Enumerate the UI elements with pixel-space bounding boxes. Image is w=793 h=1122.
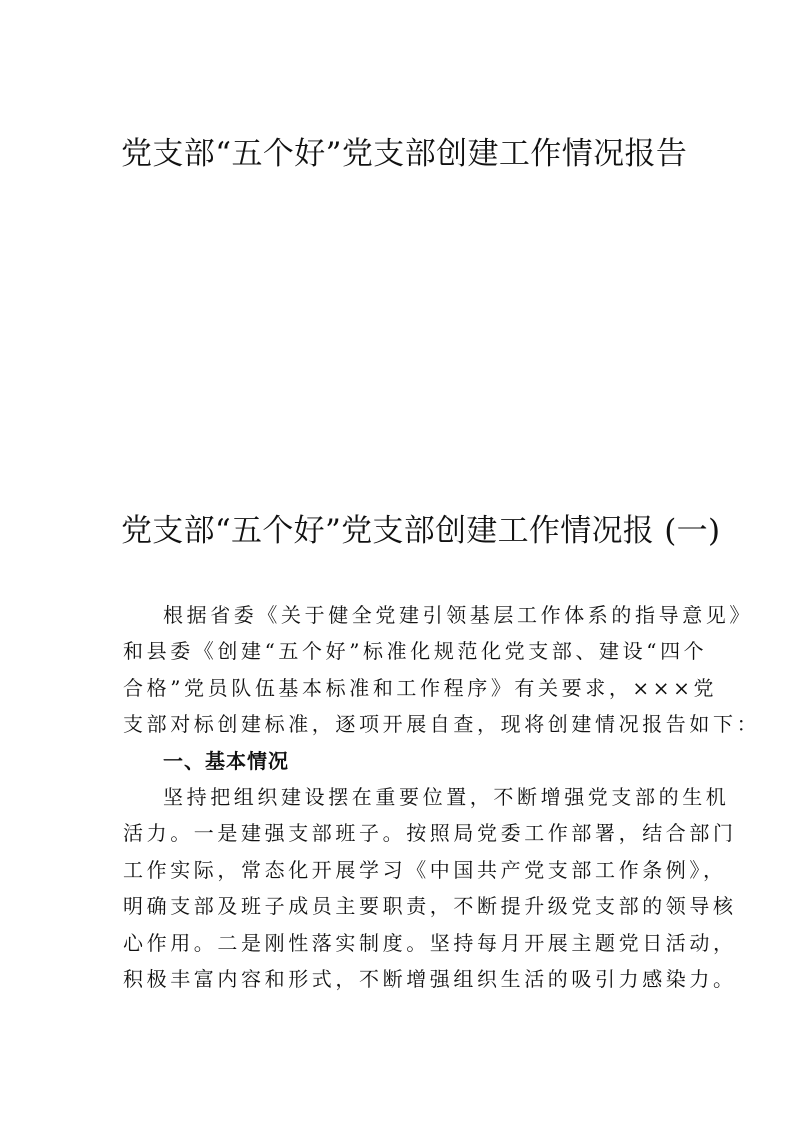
paragraph-line: 支部对标创建标准，逐项开展自查，现将创建情况报告如下： — [123, 712, 761, 737]
paragraph-line: 根据省委《关于健全党建引领基层工作体系的指导意见》 — [163, 603, 753, 627]
section-heading: 一、基本情况 — [163, 748, 289, 773]
paragraph-line: 明确支部及班子成员主要职责，不断提升级党支部的领导核 — [123, 894, 737, 919]
paragraph-line: 积极丰富内容和形式，不断增强组织生活的吸引力感染力。 — [123, 966, 737, 991]
paragraph-line: 活力。一是建强支部班子。按照局党委工作部署，结合部门 — [123, 821, 737, 846]
paragraph-line: 坚持把组织建设摆在重要位置，不断增强党支部的生机 — [163, 784, 730, 809]
paragraph-line: 和县委《创建“五个好”标准化规范化党支部、建设“四个 — [123, 639, 708, 664]
document-main-title: 党支部“五个好”党支部创建工作情况报告 — [121, 136, 688, 172]
paragraph-line: 合格”党员队伍基本标准和工作程序》有关要求，×××党 — [123, 675, 718, 700]
paragraph-line: 心作用。二是刚性落实制度。坚持每月开展主题党日活动， — [123, 930, 737, 955]
document-body — [123, 597, 761, 997]
paragraph-line: 工作实际，常态化开展学习《中国共产党支部工作条例》， — [123, 857, 727, 882]
section-title: 党支部“五个好”党支部创建工作情况报 (一) — [121, 513, 721, 549]
